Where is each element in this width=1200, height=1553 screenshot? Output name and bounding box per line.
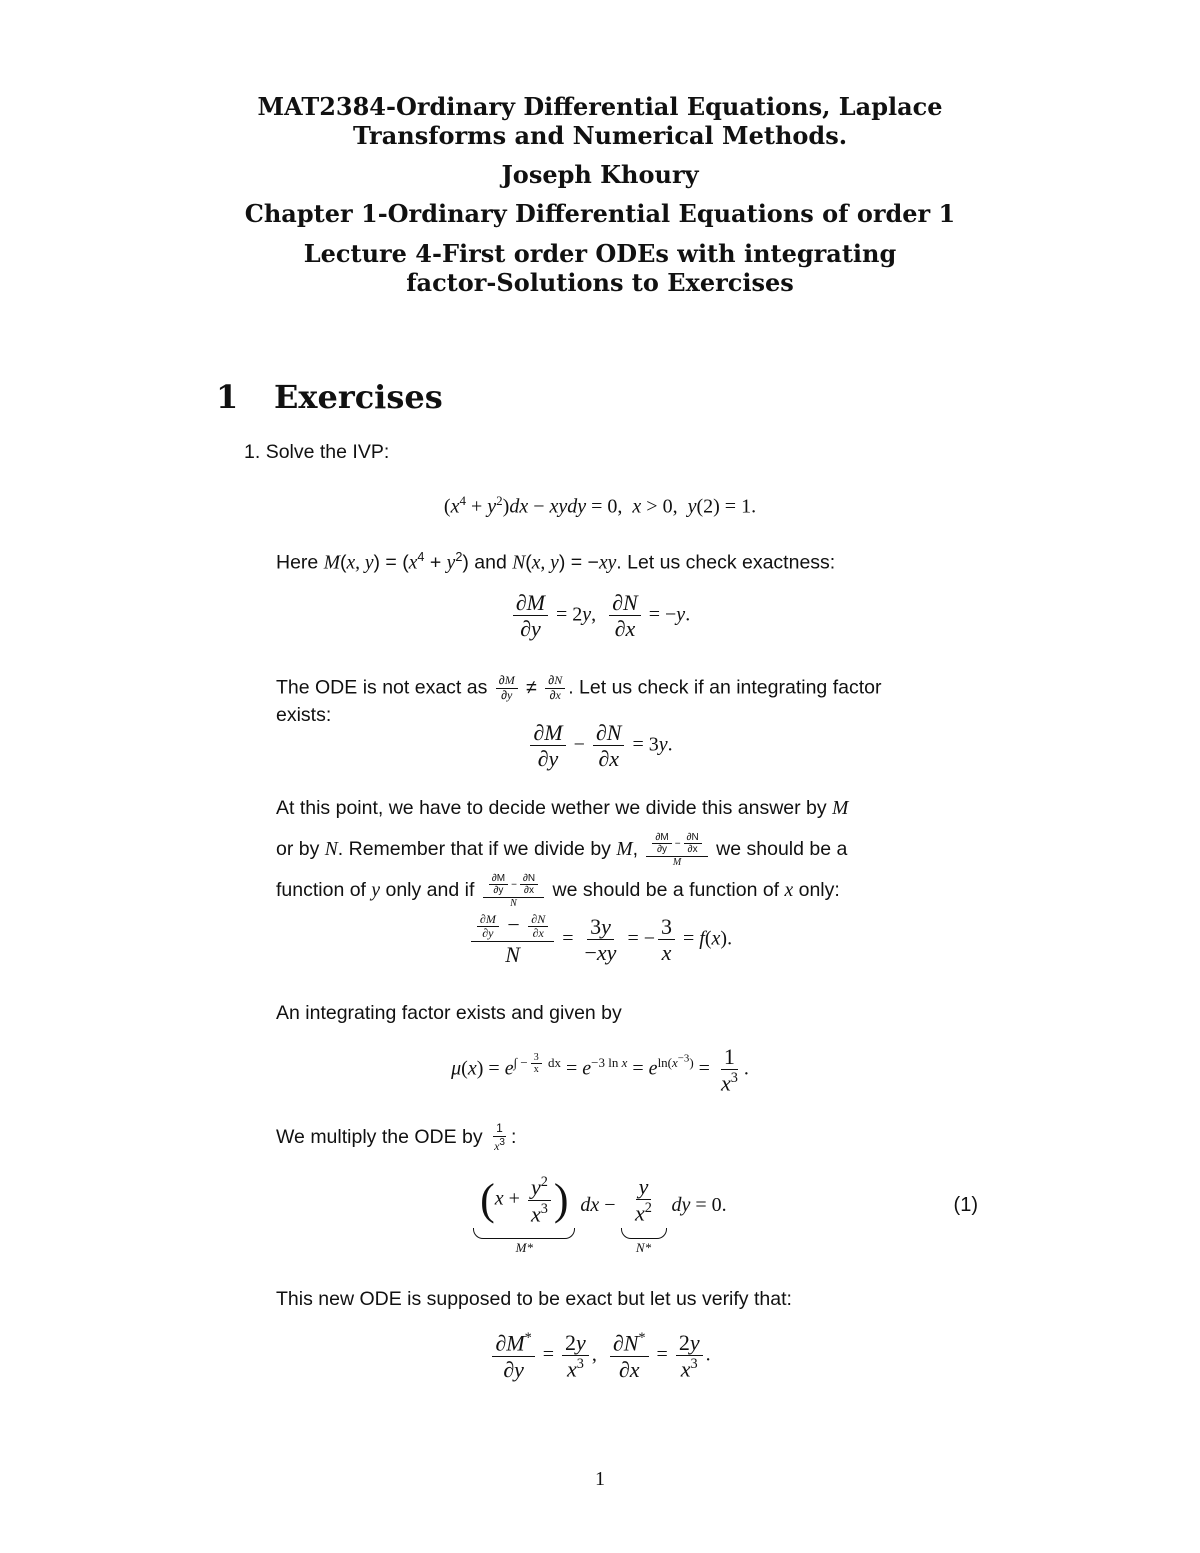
paragraph-not-exact: The ODE is not exact as $\frac{\partial M}{\partial y}$ ≠ $\frac{\partial N}{\partial x}$ . Let us check if an integrating factor exists: [276, 673, 882, 726]
exact-ode-equation: (x + $\frac{y^2}{x^3}$ ) M* dx − $\frac{y}{x^2}$ N* dy = 0. [0, 1174, 1200, 1256]
difference-equation: $\frac{\partial M}{\partial y}$ − $\frac{\partial N}{\partial x}$ = 3y. [0, 720, 1200, 772]
paragraph-multiply: We multiply the ODE by $\frac{1}{x^3}$ : [276, 1121, 517, 1153]
item-text: Solve the IVP: [265, 441, 390, 463]
integrating-factor-test-equation: $\frac{\partial M}{\partial y}$ − $\frac{\partial N}{\partial x}$ N = $\frac{3y}{-xy}$ = − $\frac{3}{x}$ = f(x). [0, 912, 1200, 968]
title-line-2: Transforms and Numerical Methods. [352, 121, 848, 150]
ivp-equation: $(x^4 + y^2)dx$ − xydy = 0, x > 0, y(2) = 1. [443, 493, 757, 518]
author: Joseph Khoury [501, 160, 699, 189]
paragraph-decide: At this point, we have to decide wether we divide this answer by M or by N. Remember that if we divide by M, $\frac{\partial M}{\partial y}$ − $\frac{\partial N}{\partial x}$ M we should be a function of y only and if $\frac{\partial M}{\partial y}$ − $\frac{\partial N}{\partial x}$ N we should be a function of x only: [276, 797, 849, 909]
exercise-item [244, 441, 389, 464]
paragraph-here: Here M(x, $y) = (x^4 + y^2)$ and N(x, y) = −xy. Let us check exactness: [276, 550, 836, 574]
paragraph-new-ode: This new ODE is supposed to be exact but let us verify that: [276, 1288, 792, 1310]
section-number: 1 [216, 378, 239, 416]
paragraph-factor-exists: An integrating factor exists and given by [276, 1002, 622, 1024]
item-number: 1. [244, 441, 261, 463]
lecture-title-line-2: factor-Solutions to Exercises [406, 268, 794, 297]
chapter-title: Chapter 1-Ordinary Differential Equations of order 1 [244, 199, 956, 228]
page-number: 1 [595, 1468, 605, 1490]
mu-equation: $\mu(x) = e^{\int - \frac{3}{x} dx} = e^{-3 ln x} = e^{ln(x^{-3})}$ = $\frac{1}{x^3}$ . [451, 1044, 749, 1096]
verify-exactness-equation: $\frac{\partial M^*}{\partial y}$ = $\frac{2y}{x^3}$ , $\frac{\partial N^*}{\partial x}$ = $\frac{2y}{x^3}$ . [0, 1330, 1200, 1382]
section-heading [216, 378, 443, 416]
lecture-title-line-1: Lecture 4-First order ODEs with integrating [303, 239, 897, 268]
section-title: Exercises [274, 378, 443, 416]
title-line-1: MAT2384-Ordinary Differential Equations, Laplace [257, 92, 943, 121]
equation-number: (1) [953, 1194, 978, 1216]
partial-derivatives-equation: $\frac{\partial M}{\partial y}$ = 2y, $\frac{\partial N}{\partial x}$ = −y. [0, 590, 1200, 642]
